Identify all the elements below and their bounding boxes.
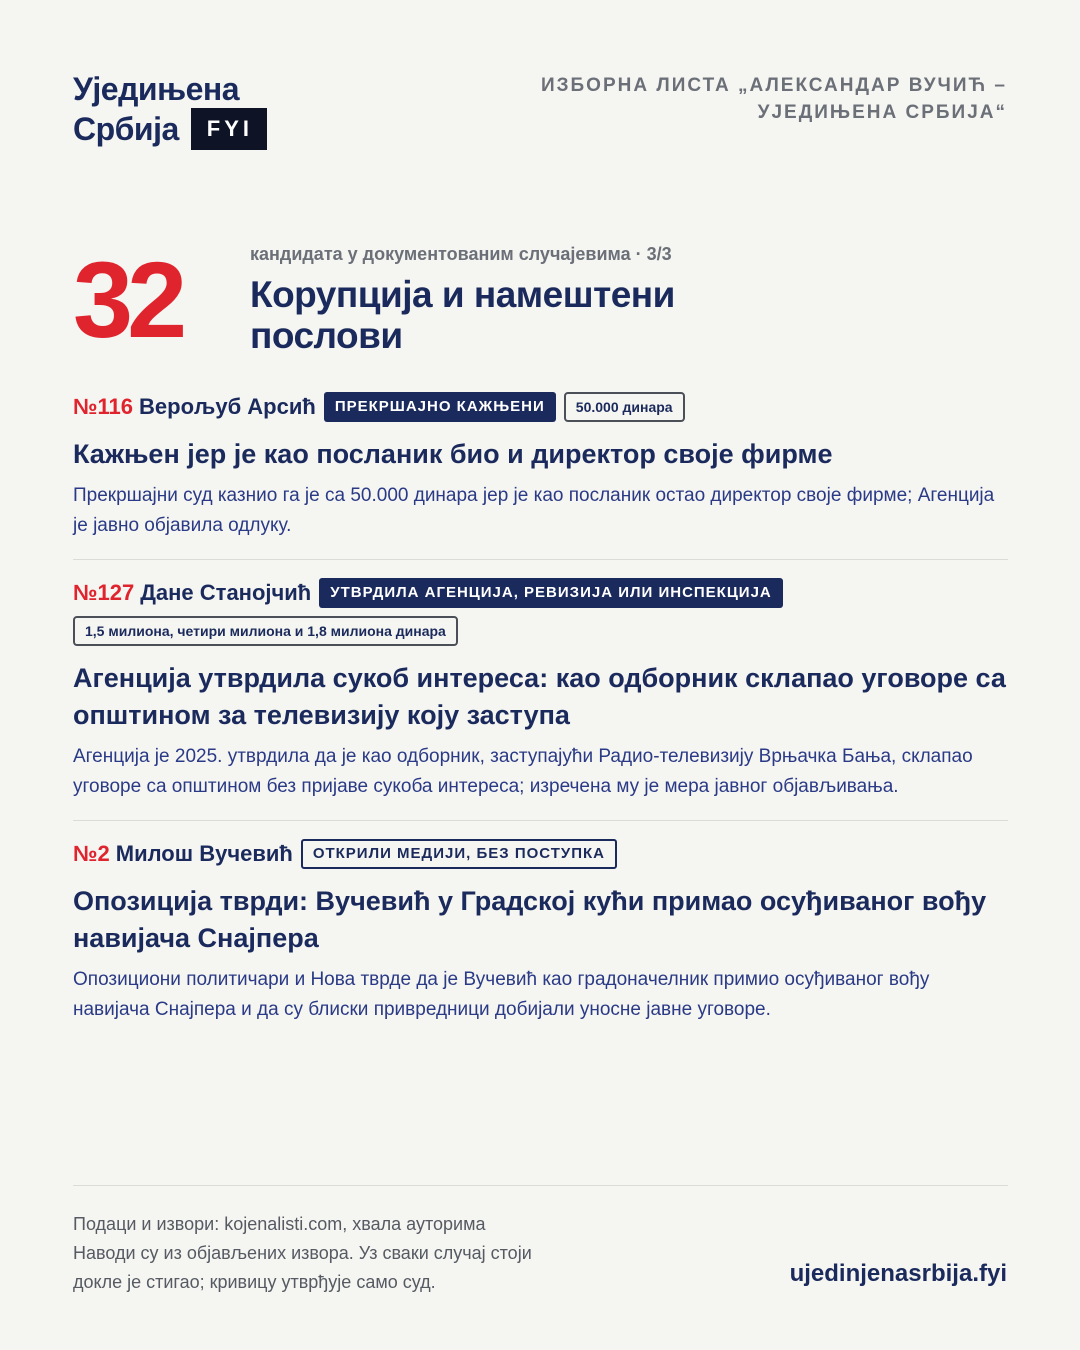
case-description: Прекршајни суд казнио га је са 50.000 динара јер је као посланик остао директор своје фирме; Агенција је јавно објавила одлуку. bbox=[73, 485, 995, 536]
case-description: Опозициони политичари и Нова тврде да је Вучевић као градоначелник примио осуђиваног вођу навијача Снајпера и да су блиски привредници добијали уносне јавне уговоре. bbox=[73, 969, 930, 1020]
website-link[interactable]: ujedinjenasrbija.fyi bbox=[789, 1260, 1007, 1287]
footer-divider bbox=[73, 1185, 1008, 1186]
amount-badge: 50.000 динара bbox=[564, 392, 685, 422]
case-meta bbox=[73, 839, 1008, 869]
hero-title bbox=[250, 274, 675, 356]
case-list bbox=[73, 392, 1008, 1043]
case-title: Агенција утврдила сукоб интереса: као одборник склапао уговоре са општином за телевизију коју заступа bbox=[73, 663, 1006, 730]
candidate-number: №127 bbox=[73, 580, 135, 605]
status-badge: ПРЕКРШАЈНО КАЖЊЕНИ bbox=[324, 392, 556, 422]
brand-line2-row bbox=[73, 108, 267, 150]
candidate-number: №2 bbox=[73, 841, 110, 866]
electoral-list-line1: ИЗБОРНА ЛИСТА „АЛЕКСАНДАР ВУЧИЋ – bbox=[540, 75, 1007, 96]
hero-section bbox=[73, 240, 675, 360]
status-badge: УТВРДИЛА АГЕНЦИЈА, РЕВИЗИЈА ИЛИ ИНСПЕКЦИЈА bbox=[319, 578, 783, 608]
hero-title-line1: Корупција и намештени bbox=[250, 274, 675, 315]
electoral-list-label bbox=[487, 72, 1007, 126]
status-badge: ОТКРИЛИ МЕДИЈИ, БЕЗ ПОСТУПКА bbox=[301, 839, 617, 869]
footer-line3: докле је стигао; кривицу утврђује само суд. bbox=[73, 1272, 436, 1292]
candidate-name: Милош Вучевић bbox=[115, 841, 293, 866]
case-title: Кажњен јер је као посланик био и директор своје фирме bbox=[73, 439, 833, 469]
hero-text bbox=[250, 240, 675, 360]
case-title: Опозиција тврди: Вучевић у Градској кући примао осуђиваног вођу навијача Снајпера bbox=[73, 886, 987, 953]
case-description: Агенција је 2025. утврдила да је као одборник, заступајући Радио-телевизију Врњачка Бања, склапао уговоре са општином без пријаве сукоба интереса; изречена му је мера јавног објављивања. bbox=[73, 746, 973, 797]
case-entry bbox=[73, 392, 1008, 559]
hero-subtitle: кандидата у документованим случајевима · 3/3 bbox=[250, 244, 672, 264]
brand-logo bbox=[73, 70, 267, 150]
candidate-name: Дане Станојчић bbox=[140, 580, 312, 605]
brand-fyi-tag: FYI bbox=[191, 108, 267, 150]
footer-line2: Наводи су из објављених извора. Уз сваки случај стоји bbox=[73, 1243, 532, 1263]
brand-line2: Србија bbox=[73, 111, 179, 147]
case-meta bbox=[73, 578, 1008, 646]
footer-line1: Подаци и извори: kojenalisti.com, хвала ауторима bbox=[73, 1214, 486, 1234]
case-entry bbox=[73, 820, 1008, 1043]
candidate-name: Верољуб Арсић bbox=[139, 394, 316, 419]
candidate-count: 32 bbox=[73, 239, 182, 360]
candidate-number: №116 bbox=[73, 394, 134, 419]
case-meta bbox=[73, 392, 1008, 422]
amount-badge: 1,5 милиона, четири милиона и 1,8 милиона динара bbox=[73, 616, 458, 646]
brand-line1: Уједињена bbox=[73, 71, 239, 107]
electoral-list-line2: УЈЕДИЊЕНА СРБИЈА“ bbox=[757, 102, 1007, 123]
footer-sources bbox=[73, 1210, 693, 1297]
case-entry bbox=[73, 559, 1008, 820]
hero-title-line2: послови bbox=[250, 315, 403, 356]
